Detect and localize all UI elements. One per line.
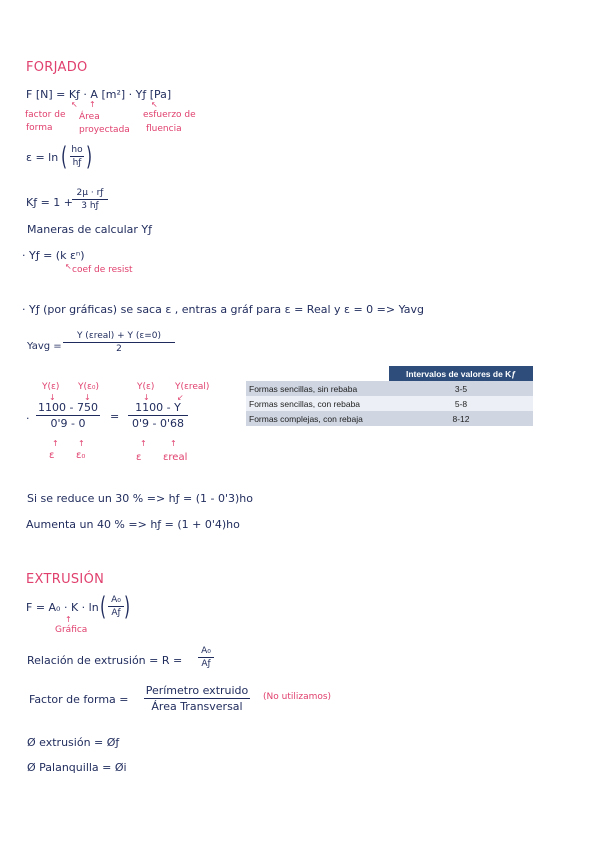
yavg-den: 2 (116, 344, 122, 354)
kf-fraction (72, 188, 108, 211)
yavg-fraction (63, 331, 175, 354)
factor-forma-lhs: Factor de forma = (29, 693, 129, 706)
annot-esfuerzo-1: esfuerzo de (143, 110, 196, 120)
paren-left: ( (100, 592, 107, 622)
label-y-eps-b: Y(ε) (137, 382, 155, 392)
table-cell-forma: Formas sencillas, sin rebaba (246, 381, 389, 396)
table-row (246, 396, 533, 411)
extrusion-force-fraction (108, 595, 124, 618)
relacion-den: Aƒ (201, 659, 211, 669)
graficas-line: · Yƒ (por gráficas) se saca ε , entras a gráf para ε = Real y ε = 0 => Yavg (22, 303, 425, 316)
yavg-lhs: Yavg = (27, 341, 62, 352)
epsilon-den: hƒ (72, 158, 82, 168)
interp-left-fraction (36, 401, 100, 430)
arrow-down-icon: ↓ (49, 393, 56, 402)
arrow-up-icon: ↑ (140, 439, 147, 448)
table-cell-valor: 5-8 (389, 396, 533, 411)
label-ereal: εreal (163, 452, 188, 463)
table-row (246, 381, 533, 396)
force-formula: F [N] = Kƒ · A [m²] · Yƒ [Pa] (26, 88, 172, 101)
extrusion-title: EXTRUSIÓN (26, 572, 105, 587)
forjado-title: FORJADO (26, 60, 88, 75)
interp-right-fraction (128, 401, 188, 430)
extrusion-force-den: Aƒ (111, 608, 121, 618)
reduce-line: Si se reduce un 30 % => hƒ = (1 - 0'3)ho (27, 492, 253, 505)
diam-palanquilla: Ø Palanquilla = Øi (27, 761, 127, 774)
interp-right-den: 0'9 - 0'68 (131, 417, 184, 430)
relacion-num: A₀ (201, 646, 211, 656)
label-y-eps0: Y(ε₀) (78, 382, 99, 392)
yf-formula: · Yƒ = (k εⁿ) (22, 249, 85, 262)
arrow-icon: ↖ (65, 262, 72, 271)
table-header: Intervalos de valores de Kƒ (389, 366, 533, 381)
kf-table (246, 366, 533, 426)
kf-lhs: Kƒ = 1 + (26, 196, 74, 209)
annot-factor-forma-2: forma (26, 123, 53, 133)
annot-area-2: proyectada (79, 125, 130, 135)
interp-left-num: 1100 - 750 (38, 401, 98, 414)
arrow-down-icon: ↓ (84, 393, 91, 402)
maneras-text: Maneras de calcular Yƒ (27, 223, 152, 236)
arrow-up-icon: ↑ (170, 439, 177, 448)
arrow-down-icon: ↓ (143, 393, 150, 402)
label-y-ereal: Y(εreal) (175, 382, 210, 392)
annot-factor-forma-1: factor de (25, 110, 66, 120)
table-cell-valor: 8-12 (389, 411, 533, 426)
table-header-blank (246, 366, 389, 381)
paren-left: ( (61, 142, 68, 172)
paren-right: ) (124, 592, 131, 622)
factor-forma-den: Área Transversal (151, 700, 243, 713)
aumenta-line: Aumenta un 40 % => hƒ = (1 + 0'4)ho (26, 518, 240, 531)
no-utilizamos: (No utilizamos) (263, 692, 332, 702)
label-y-eps: Y(ε) (42, 382, 60, 392)
table-row (246, 411, 533, 426)
epsilon-lhs: ε = ln (26, 151, 59, 164)
relacion-lhs: Relación de extrusión = R = (27, 654, 183, 667)
table-cell-forma: Formas sencillas, con rebaba (246, 396, 389, 411)
interp-right-num: 1100 - Y (135, 401, 181, 414)
arrow-up-icon: ↑ (52, 439, 59, 448)
kf-den: 3 hƒ (81, 201, 99, 211)
factor-forma-num: Perímetro extruido (145, 684, 249, 697)
arrow-down-icon: ↙ (177, 393, 184, 402)
table-cell-forma: Formas complejas, con rebaja (246, 411, 389, 426)
interp-left-den: 0'9 - 0 (50, 417, 86, 430)
arrow-up-icon: ↖ (71, 100, 78, 109)
label-eps: ε (49, 450, 55, 461)
paren-right: ) (86, 142, 93, 172)
arrow-up-icon: ↑ (78, 439, 85, 448)
diam-extrusion: Ø extrusión = Øƒ (27, 736, 120, 749)
table-cell-valor: 3-5 (389, 381, 533, 396)
arrow-up-icon: ↑ (89, 100, 96, 109)
factor-forma-fraction (144, 684, 250, 713)
extrusion-force-num: A₀ (111, 595, 121, 605)
annot-esfuerzo-2: fluencia (146, 124, 182, 134)
coef-resist: coef de resist (72, 265, 133, 275)
yavg-num: Y (εreal) + Y (ε=0) (76, 331, 162, 341)
extrusion-force-lhs: F = A₀ · K · ln (26, 601, 99, 614)
arrow-up-icon: ↖ (151, 100, 158, 109)
grafica-label: Gráfica (55, 625, 88, 635)
label-eps-b: ε (136, 452, 142, 463)
label-eps0: ε₀ (76, 450, 86, 461)
epsilon-fraction (70, 145, 84, 168)
interp-bullet: · (26, 412, 30, 425)
annot-area-1: Área (79, 112, 100, 122)
kf-num: 2μ · rƒ (76, 188, 104, 198)
interp-equals: = (110, 410, 120, 423)
epsilon-num: ho (71, 145, 83, 155)
relacion-fraction (198, 646, 214, 669)
arrow-up-icon: ↑ (65, 615, 72, 624)
